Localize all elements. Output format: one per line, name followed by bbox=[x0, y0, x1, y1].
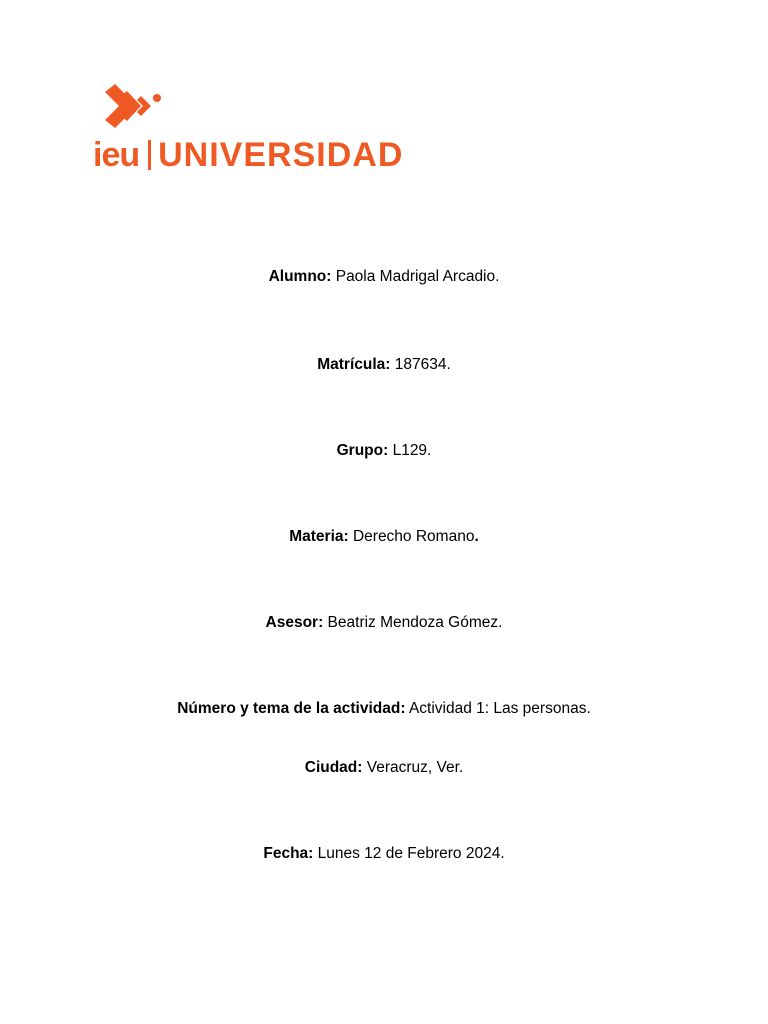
field-label: Número y tema de la actividad: bbox=[177, 700, 406, 717]
field-materia bbox=[0, 527, 768, 547]
field-grupo bbox=[0, 441, 768, 461]
field-trailing-period: . bbox=[474, 528, 479, 545]
field-actividad bbox=[0, 699, 768, 719]
field-asesor bbox=[0, 613, 768, 633]
field-matricula bbox=[0, 355, 768, 375]
field-label: Materia: bbox=[289, 528, 349, 545]
logo-prefix: ieu bbox=[93, 136, 140, 174]
field-value: Beatriz Mendoza Gómez. bbox=[323, 614, 503, 631]
university-logo bbox=[93, 82, 455, 174]
field-value: Lunes 12 de Febrero 2024. bbox=[313, 845, 505, 862]
logo-wordmark bbox=[93, 138, 403, 172]
field-label: Alumno: bbox=[268, 268, 332, 285]
field-value: Derecho Romano bbox=[348, 528, 475, 545]
field-value: Paola Madrigal Arcadio. bbox=[331, 268, 500, 285]
field-label: Asesor: bbox=[265, 614, 324, 631]
field-value: Actividad 1: Las personas. bbox=[405, 700, 591, 717]
field-label: Matrícula: bbox=[317, 356, 391, 373]
field-label: Grupo: bbox=[336, 442, 389, 459]
field-label: Fecha: bbox=[263, 845, 314, 862]
field-alumno bbox=[0, 267, 768, 287]
field-value: 187634. bbox=[390, 356, 451, 373]
field-label: Ciudad: bbox=[304, 759, 363, 776]
field-value: Veracruz, Ver. bbox=[362, 759, 464, 776]
ieu-chevron-mark-icon bbox=[103, 82, 163, 134]
field-ciudad bbox=[0, 758, 768, 778]
field-fecha bbox=[0, 844, 768, 864]
logo-name: UNIVERSIDAD bbox=[158, 136, 404, 174]
logo-separator bbox=[148, 140, 151, 170]
field-value: L129. bbox=[388, 442, 432, 459]
